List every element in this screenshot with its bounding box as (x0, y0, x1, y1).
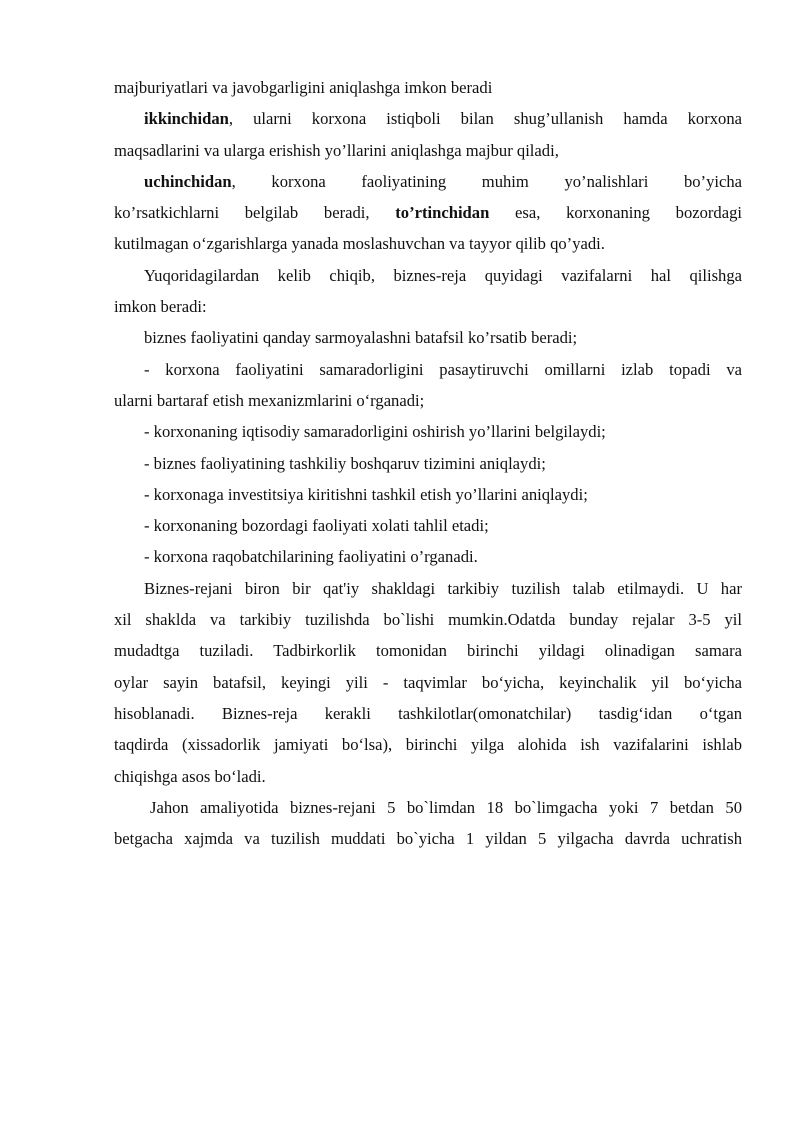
bold-term-tortinchidan: to’rtinchidan (395, 203, 490, 223)
text-line (114, 103, 742, 134)
text-span: ko’rsatkichlarni belgilab beradi, (114, 203, 370, 223)
bold-term-uchinchidan: uchinchidan (144, 171, 232, 191)
text-line: xil shaklda va tarkibiy tuzilishda bo`lishi mumkin.Odatda bunday rejalar 3-5 yil (114, 610, 742, 630)
text-line: betgacha xajmda va tuzilish muddati bo`yicha 1 yildan 5 yilgacha davrda uchratish (114, 829, 742, 849)
text-line: kutilmagan o‘zgarishlarga yanada moslashuvchan va tayyor qilib qo’yadi. (114, 234, 605, 254)
text-line: Biznes-rejani biron bir qat'iy shakldagi tarkibiy tuzilish talab etilmaydi. U har (144, 578, 742, 598)
body-text (114, 72, 742, 854)
text-line: taqdirda (xissadorlik jamiyati bo‘lsa), birinchi yilga alohida ish vazifalarini ishlab (114, 735, 742, 755)
text-line: - korxonaga investitsiya kiritishni tashkil etish yo’llarini aniqlaydi; (144, 484, 588, 504)
text-line: mudadtga tuziladi. Tadbirkorlik tomonidan birinchi yildagi olinadigan samara (114, 641, 742, 661)
text-span: , ularni korxona istiqboli bilan shug’ullanish hamda korxona (228, 109, 742, 129)
text-line: maqsadlarini va ularga erishish yo’llarini aniqlashga majbur qiladi, (114, 140, 559, 160)
text-line: oylar sayin batafsil, keyingi yili - taqvimlar bo‘yicha, keyinchalik yil bo‘yicha (114, 672, 742, 692)
text-line: - biznes faoliyatining tashkiliy boshqaruv tizimini aniqlaydi; (144, 453, 546, 473)
text-line: hisoblanadi. Biznes-reja kerakli tashkilotlar(omonatchilar) tasdig‘idan o‘tgan (114, 703, 742, 723)
text-line: ularni bartaraf etish mexanizmlarini o‘rganadi; (114, 390, 425, 410)
text-line: Jahon amaliyotida biznes-rejani 5 bo`limdan 18 bo`limgacha yoki 7 betdan 50 (150, 797, 742, 817)
text-line: chiqishga asos bo‘ladi. (114, 766, 266, 786)
text-line: biznes faoliyatini qanday sarmoyalashni batafsil ko’rsatib beradi; (144, 328, 578, 348)
text-line: - korxonaning bozordagi faoliyati xolati tahlil etadi; (144, 516, 489, 536)
text-line: majburiyatlari va javobgarligini aniqlashga imkon beradi (114, 78, 493, 97)
text-line: imkon beradi: (114, 297, 207, 317)
text-line: - korxonaning iqtisodiy samaradorligini oshirish yo’llarini belgilaydi; (144, 422, 606, 442)
text-line: Yuqoridagilardan kelib chiqib, biznes-reja quyidagi vazifalarni hal qilishga (144, 265, 742, 285)
text-line (114, 197, 742, 228)
text-line: - korxona raqobatchilarining faoliyatini o’rganadi. (144, 547, 478, 567)
bold-term-ikkinchidan: ikkinchidan (144, 109, 229, 129)
text-line (114, 166, 742, 197)
text-span: , korxona faoliyatining muhim yo’nalishlari bo’yicha (231, 171, 742, 191)
text-span: esa, korxonaning bozordagi (489, 203, 742, 223)
text-line: - korxona faoliyatini samaradorligini pasaytiruvchi omillarni izlab topadi va (144, 359, 742, 379)
